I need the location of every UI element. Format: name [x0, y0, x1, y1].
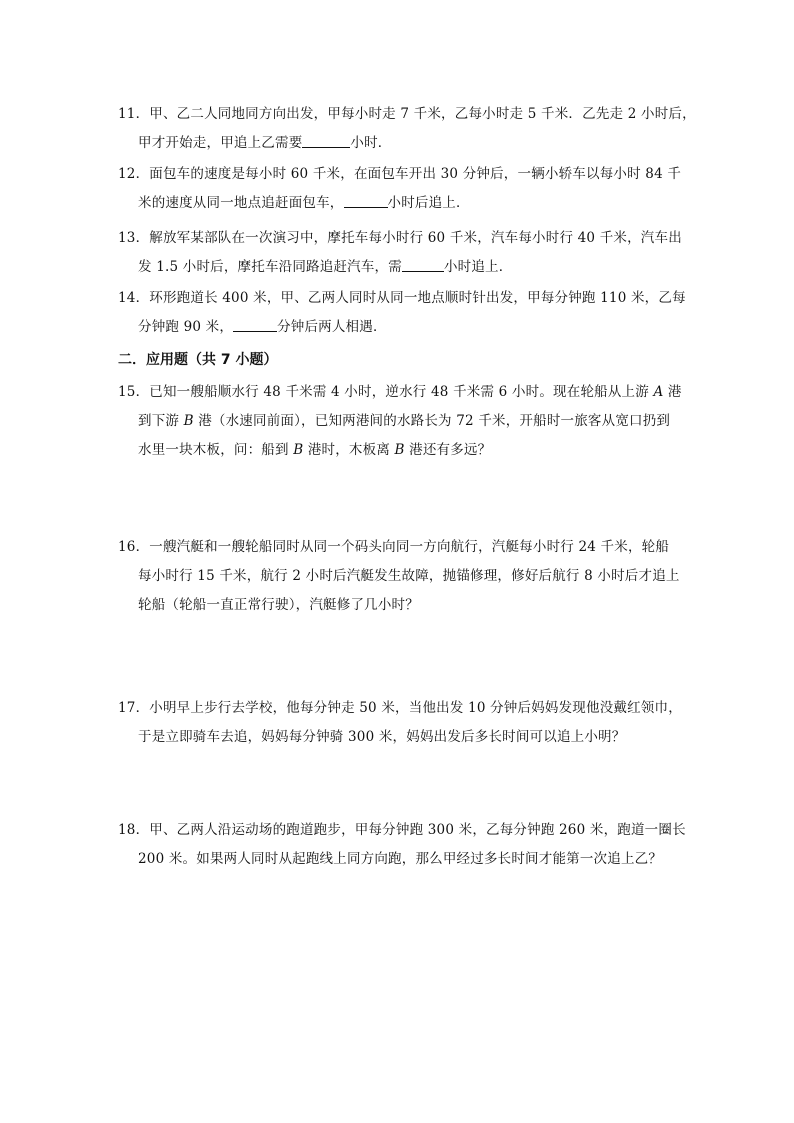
- question-16-line-2: 每小时行 15 千米，航行 2 小时后汽艇发生故障，抛锚修理，修好后航行 8 小时后才追上: [138, 568, 680, 584]
- question-18-line-2: 200 米。如果两人同时从起跑线上同方向跑，那么甲经过多长时间才能第一次追上乙？: [138, 851, 663, 867]
- question-15-text: 15．已知一艘船顺水行 48 千米需 4 小时，逆水行 48 千米需 6 小时。现在轮船从上游: [118, 384, 654, 400]
- port-a-label: A: [653, 384, 664, 400]
- port-b-label: B: [293, 442, 304, 458]
- question-15-line-1: [118, 378, 682, 407]
- question-12-line-1: 12．面包车的速度是每小时 60 千米，在面包车开出 30 分钟后，一辆小轿车以每小时 84 千: [118, 166, 682, 182]
- question-11: [118, 100, 696, 158]
- question-16: [118, 533, 678, 620]
- question-12-text-b: 小时后追上．: [387, 195, 470, 211]
- question-15: [118, 378, 682, 465]
- question-13-line-1: 13．解放军某部队在一次演习中，摩托车每小时行 60 千米，汽车每小时行 40 千米，汽车出: [118, 230, 682, 246]
- port-b-label: B: [183, 413, 194, 429]
- question-18-line-1: 18．甲、乙两人沿运动场的跑道跑步，甲每分钟跑 300 米，乙每分钟跑 260 米，跑道一圈长: [118, 822, 686, 838]
- question-15-text: 港（水速同前面），已知两港间的水路长为 72 千米，开船时一旅客从宽口扔到: [193, 413, 671, 429]
- answer-blank-14[interactable]: [233, 317, 277, 332]
- question-14-text-b: 分钟后两人相遇．: [277, 319, 387, 335]
- question-17: [118, 694, 682, 752]
- question-15-line-2: [118, 407, 678, 436]
- question-15-text: 港时，木板离: [303, 442, 395, 458]
- question-15-text: 港: [663, 384, 682, 400]
- question-12-text-a: 米的速度从同一地点追赶面包车，: [138, 195, 344, 211]
- answer-blank-12[interactable]: [344, 193, 388, 208]
- question-16-line-3: 轮船（轮船一直正常行驶），汽艇修了几小时？: [138, 597, 419, 613]
- question-13-text-b: 小时追上．: [443, 259, 513, 275]
- question-15-text: 到下游: [138, 413, 184, 429]
- question-18: [118, 816, 686, 874]
- question-14-text-a: 分钟跑 90 米，: [138, 319, 234, 335]
- port-b-label: B: [394, 442, 405, 458]
- answer-blank-11[interactable]: [302, 133, 350, 148]
- question-11-text-b: 小时．: [350, 135, 392, 151]
- question-13: [118, 224, 682, 282]
- question-15-line-3: [118, 436, 678, 465]
- question-14: [118, 284, 686, 342]
- question-17-line-1: 17．小明早上步行去学校，他每分钟走 50 米，当他出发 10 分钟后妈妈发现他没戴红领巾，: [118, 700, 682, 716]
- question-14-line-2: [118, 313, 678, 342]
- question-11-line-2: [118, 129, 678, 158]
- question-12: [118, 160, 682, 218]
- section-heading: 二．应用题（共 7 小题）: [118, 352, 278, 368]
- question-14-line-1: 14．环形跑道长 400 米，甲、乙两人同时从同一地点顺时针出发，甲每分钟跑 110 米，乙每: [118, 290, 686, 306]
- question-17-line-2: 于是立即骑车去追，妈妈每分钟骑 300 米，妈妈出发后多长时间可以追上小明？: [138, 729, 626, 745]
- answer-blank-13[interactable]: [402, 257, 444, 272]
- question-15-text: 水里一块木板，问：船到: [138, 442, 294, 458]
- question-11-text-a: 甲才开始走，甲追上乙需要: [138, 135, 303, 151]
- question-13-text-a: 发 1.5 小时后，摩托车沿同路追赶汽车，需: [138, 259, 402, 275]
- question-11-line-1: 11．甲、乙二人同地同方向出发，甲每小时走 7 千米，乙每小时走 5 千米．乙先走 2 小时后，: [118, 106, 696, 122]
- question-15-text: 港还有多远？: [404, 442, 492, 458]
- question-12-line-2: [118, 189, 678, 218]
- question-16-line-1: 16．一艘汽艇和一艘轮船同时从同一个码头向同一方向航行，汽艇每小时行 24 千米，轮船: [118, 539, 670, 555]
- question-13-line-2: [118, 253, 678, 282]
